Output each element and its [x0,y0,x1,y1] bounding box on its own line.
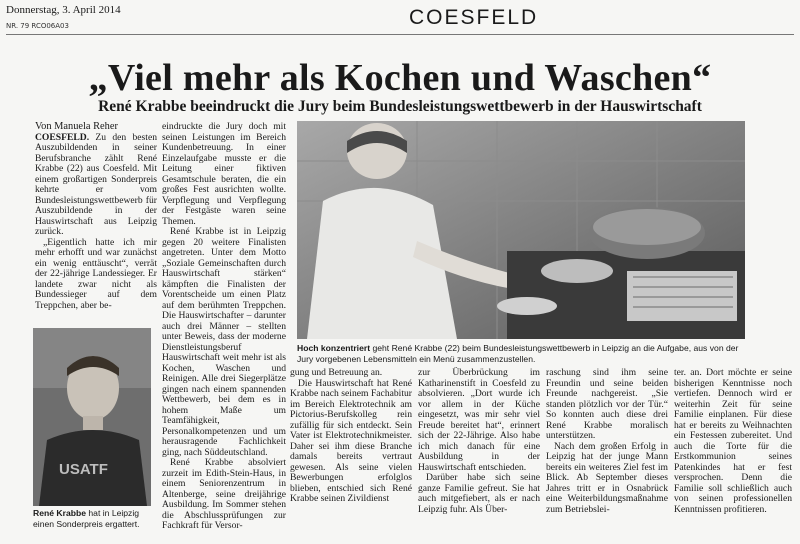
article-column-4 [418,368,540,515]
portrait-photo [33,328,151,506]
paragraph: René Krabbe absolviert zurzeit im Edith-Stein-Haus, in einem Seniorenzentrum in Altenberge, seine dreijährige Ausbildung. Im Sommer stehen die Abschlussprüfungen zur Fachkraft für Versor- [162,457,286,531]
article-subheadline: René Krabbe beeindruckt die Jury beim Bundesleistungswettbewerb in der Hauswirtschaft [98,98,702,115]
dateline: COESFELD. [35,131,90,143]
article-column-1 [35,122,157,311]
main-photo [297,121,745,339]
article-column-6 [674,368,792,515]
issue-date: Donnerstag, 3. April 2014 [6,4,121,16]
paragraph: gung und Betreuung an. [290,367,383,378]
byline: Von Manuela Reher [35,121,118,132]
paragraph: Darüber habe sich seine ganze Familie gefreut. Sie hat auch mitgefiebert, als er nach Leipzig fuhr. Als Über- [418,472,540,515]
paragraph: René Krabbe ist in Leipzig gegen 20 weitere Finalisten angetreten. Unter dem Motto „Soziale Gemeinschaften durch Hauswirtschaft stärken“ kämpften die Finalisten der Vorentscheide um einen Platz auf dem berühmten Treppchen. Die Hauswirtschafter – darunter auch drei Männer – stellten unter Beweis, dass der moderne Dienstleistungsberuf Hauswirtschaft weit mehr ist als Kochen, Waschen und Reinigen. Alle drei Siegerplätze gingen nach einem spannenden Wettbewerb, bei dem es in hohem Maße um Teamfähigkeit, Personalkompetenzen und um herausragende Fachlichkeit ging, nach Süddeutschland. [162,226,286,458]
paragraph: „Eigentlich hatte ich mir mehr erhofft und war zunächst ein wenig enttäuscht“, verrät der 22-jährige Landessieger. Er landete zwar nicht als Bundessieger auf dem Treppchen, aber be- [35,236,157,311]
paragraph: Nach dem großen Erfolg in Leipzig hat der junge Mann bereits ein weiteres Ziel fest im Blick. Ab September dieses Jahres tritt er in Osnabrück eine Weiterbildungsmaßnahme zum Betriebslei- [546,440,668,515]
portrait-caption: René Krabbe hat in Leipzig einen Sonderpreis ergattert. [33,508,140,529]
issue-code: NR. 79 RCO06A03 [6,22,69,30]
paragraph: zur Überbrückung im Katharinenstift in Coesfeld zu absolvieren. „Dort wurde ich vor allem in der Küche eingesetzt, was mir sehr viel Freude bereitet hat“, erinnert sich der 22-Jährige. Also habe ich mich danach für eine Ausbildung in der Hauswirtschaft entschieden. [418,367,540,473]
paragraph: raschung sind ihm seine Freundin und seine beiden Freunde nachgereist. „Sie standen plötzlich vor der Tür.“ So konnten auch diese drei René Krabbe moralisch unterstützen. [546,367,668,441]
photo-caption: Hoch konzentriert geht René Krabbe (22) beim Bundesleistungswettbewerb in Leipzig an die Aufgabe, aus von der Jury vorgebenen Lebensmitteln ein Menü zusammenzustellen. [297,343,739,364]
paragraph: ter. an. Dort möchte er seine bisherigen Kenntnisse noch vertiefen. Dennoch wird er weiterhin Zeit für seine Familie einplanen. Für diese hat er bereits zu Weihnachten ein Festessen zubereitet. Und auch die Torte für die Erstkommunion seines Patenkindes hat er fest versprochen. Denn die Familie soll schließlich auch von seinen professionellen Kenntnissen profitieren. [674,367,792,515]
paragraph: eindruckte die Jury doch mit seinen Leistungen im Bereich Kundenbetreuung. In einer Einzelaufgabe musste er die Leitung einer fiktiven Gesamtschule beraten, die ein großes Fest ausrichten wollte. Verpflegung und Verpflegung der Festgäste waren seine Themen. [162,121,286,227]
article-column-2 [162,122,286,532]
paragraph: COESFELD. Zu den besten Auszubildenden in seiner Berufsbranche zählt René Krabbe (22) aus Coesfeld. Mit einem großartigen Sonderpreis kehrte er vom Bundesleistungswettbewerb für Auszubildende in der Hauswirtschaft aus Leipzig zurück. [35,131,157,237]
shirt-lettering: USATF [59,461,108,478]
article-column-3 [290,368,412,505]
paragraph: Die Hauswirtschaft hat René Krabbe nach seinem Fachabitur im Bereich Elektrotechnik am Pictorius-Berufskolleg rein zufällig für sich entdeckt. Sein Vater ist Elektrotechnikmeister. Daher sei ihm diese Branche damals bereits vertraut gewesen. Als seine vielen Bewerbungen erfolglos blieben, entschied sich René Krabbe seinen Zivildienst [290,377,412,504]
header-rule [6,34,794,35]
article-column-5 [546,368,668,515]
article-headline: „Viel mehr als Kochen und Waschen“ [88,57,712,99]
section-title: COESFELD [409,6,539,29]
